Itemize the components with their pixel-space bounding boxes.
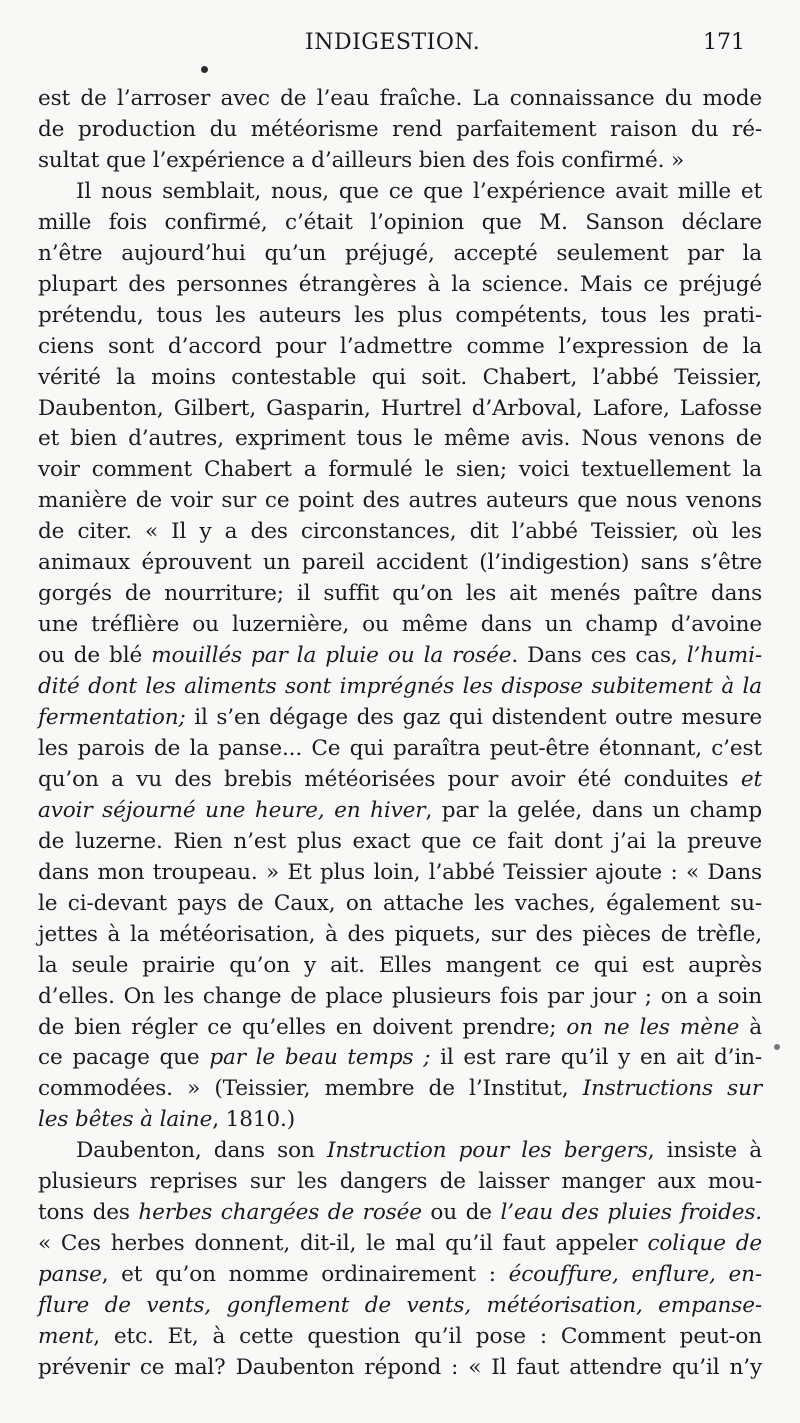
text-line [38, 888, 762, 919]
text-line [38, 1228, 762, 1259]
text-span: vérité la moins contestable qui soit. Chabert, l’abbé Teissier, [38, 364, 762, 390]
text-line [38, 981, 762, 1012]
text-line [38, 362, 762, 393]
text-span: qu’on a vu des brebis météorisées pour avoir été conduites [38, 766, 741, 792]
text-span: voir comment Chabert a formulé le sien; voici textuellement la [38, 457, 762, 483]
text-line [38, 1042, 762, 1073]
text-span: le ci-devant pays de Caux, on attache les vaches, également su- [38, 890, 762, 916]
text-line [38, 393, 762, 424]
italic-text: par le beau temps ; [209, 1045, 431, 1071]
text-span: les parois de la panse... Ce qui paraîtra peut-être étonnant, c’est [38, 735, 762, 761]
text-line [38, 114, 762, 145]
text-span: dans mon troupeau. » Et plus loin, l’abbé Teissier ajoute : « Dans [38, 859, 762, 885]
text-span: tons des [38, 1200, 139, 1226]
text-line [38, 1259, 762, 1290]
text-line [38, 269, 762, 300]
text-line [38, 1073, 762, 1104]
text-line [38, 857, 762, 888]
text-span: Daubenton, dans son [76, 1138, 327, 1164]
text-span: ou de blé [38, 643, 152, 669]
text-line [38, 733, 762, 764]
text-span: , et qu’on nomme ordinairement : [101, 1262, 509, 1288]
text-line [38, 640, 762, 671]
text-span: de citer. « Il y a des circonstances, dit l’abbé Teissier, où les [38, 519, 762, 545]
text-line [38, 1352, 762, 1383]
text-span: Il nous semblait, nous, que ce que l’expérience avait mille et [76, 178, 762, 204]
text-span: plupart des personnes étrangères à la science. Mais ce préjugé [38, 271, 762, 297]
text-span: prétendu, tous les auteurs les plus compétents, tous les prati- [38, 302, 762, 328]
italic-text: écouffure, enflure, en- [508, 1262, 763, 1288]
text-span: , etc. Et, à cette question qu’il pose : Comment peut-on [93, 1324, 762, 1349]
text-line [38, 578, 762, 609]
text-line [38, 516, 762, 547]
italic-text: mouillés par la pluie ou la rosée [151, 643, 512, 669]
text-line [38, 485, 762, 516]
text-span: il s’en dégage des gaz qui distendent outre mesure [185, 705, 762, 730]
italic-text: herbes chargées de rosée [138, 1200, 422, 1226]
text-span: à [739, 1014, 762, 1040]
text-span: animaux éprouvent un pareil accident (l’indigestion) sans s’être [38, 550, 762, 576]
text-span: , 1810.) [212, 1107, 295, 1133]
text-line [38, 145, 762, 176]
text-line [38, 1290, 762, 1321]
text-line [38, 83, 762, 114]
text-span: de bien régler ce qu’elles en doivent prendre; [38, 1014, 567, 1040]
text-span: sultat que l’expérience a d’ailleurs bien des fois confirmé. » [38, 147, 685, 173]
text-line [38, 300, 762, 331]
text-span: la seule prairie qu’on y ait. Elles mangent ce qui est auprès [38, 952, 762, 978]
italic-text: l’eau des pluies froides. [500, 1200, 762, 1226]
italic-text: avoir séjourné une heure, en hiver [38, 797, 426, 823]
text-span: manière de voir sur ce point des autres auteurs que nous venons [38, 488, 762, 514]
text-line [38, 547, 762, 578]
italic-text: Instructions sur [582, 1076, 762, 1102]
italic-text: on ne les mène [566, 1014, 740, 1040]
italic-text: flure de vents, gonflement de vents, météorisation, empanse- [38, 1293, 762, 1319]
text-line [38, 1197, 762, 1228]
text-span: , insiste à [647, 1138, 763, 1164]
italic-text: fermentation; [38, 705, 186, 730]
text-line [38, 454, 762, 485]
text-line [38, 671, 762, 702]
text-span: commodées. » (Teissier, membre de l’Institut, [38, 1076, 583, 1102]
text-span: . Dans ces cas, [511, 643, 687, 669]
text-span: mille fois confirmé, c’était l’opinion que M. Sanson déclare [38, 209, 762, 235]
text-span: et bien d’autres, expriment tous le même avis. Nous venons de [38, 426, 762, 452]
text-span: une tréflière ou luzernière, ou même dans un champ d’avoine [38, 612, 762, 638]
running-title: INDIGESTION. [305, 30, 481, 55]
ink-speck [201, 66, 208, 73]
italic-text: dité dont les aliments sont imprégnés les dispose subitement à la [38, 674, 762, 700]
text-span: il est rare qu’il y en ait d’in- [430, 1045, 762, 1071]
ink-speck [774, 1044, 780, 1050]
italic-text: l’humi- [686, 643, 762, 669]
italic-text: ment [38, 1324, 94, 1349]
text-line [38, 950, 762, 981]
text-line [38, 1104, 762, 1135]
text-span: de luzerne. Rien n’est plus exact que ce fait dont j’ai la preuve [38, 828, 762, 854]
text-line [38, 423, 762, 454]
italic-text: les bêtes à laine [38, 1107, 213, 1133]
text-line [76, 176, 762, 207]
text-span: jettes à la météorisation, à des piquets, sur des pièces de trèfle, [38, 921, 762, 947]
text-line [38, 331, 762, 362]
text-line [38, 826, 762, 857]
text-span: de production du météorisme rend parfaitement raison du ré- [38, 116, 762, 142]
text-line [76, 1135, 762, 1166]
text-span: ciens sont d’accord pour l’admettre comme l’expression de la [38, 333, 762, 359]
text-span: ou de [421, 1200, 501, 1226]
text-span: ce pacage que [38, 1045, 210, 1071]
page-header [0, 30, 800, 64]
text-line [38, 764, 762, 795]
text-span: « Ces herbes donnent, dit-il, le mal qu’il faut appeler [38, 1231, 648, 1257]
text-span: d’elles. On les change de place plusieurs fois par jour ; on a soin [38, 983, 762, 1009]
text-line [38, 609, 762, 640]
text-line [38, 238, 762, 269]
text-span: n’être aujourd’hui qu’un préjugé, accepté seulement par la [38, 240, 762, 266]
italic-text: panse [38, 1262, 102, 1288]
text-span: prévenir ce mal? Daubenton répond : « Il faut attendre qu’il n’y [38, 1354, 762, 1380]
text-span: Daubenton, Gilbert, Gasparin, Hurtrel d’Arboval, Lafore, Lafosse [38, 395, 762, 421]
text-span: est de l’arroser avec de l’eau fraîche. La connaissance du mode [38, 86, 762, 111]
text-span: gorgés de nourriture; il suffit qu’on les ait menés paître dans [38, 581, 762, 607]
italic-text: Instruction pour les bergers [326, 1138, 648, 1164]
text-line [38, 702, 762, 733]
text-line [38, 795, 762, 826]
text-line [38, 1321, 762, 1352]
text-span: plusieurs reprises sur les dangers de laisser manger aux mou- [38, 1169, 762, 1195]
text-line [38, 919, 762, 950]
text-line [38, 207, 762, 238]
text-line [38, 1166, 762, 1197]
text-span: , par la gelée, dans un champ [425, 797, 762, 823]
italic-text: et [740, 766, 762, 792]
italic-text: colique de [647, 1231, 762, 1257]
page-number: 171 [703, 30, 745, 55]
text-line [38, 1012, 762, 1043]
